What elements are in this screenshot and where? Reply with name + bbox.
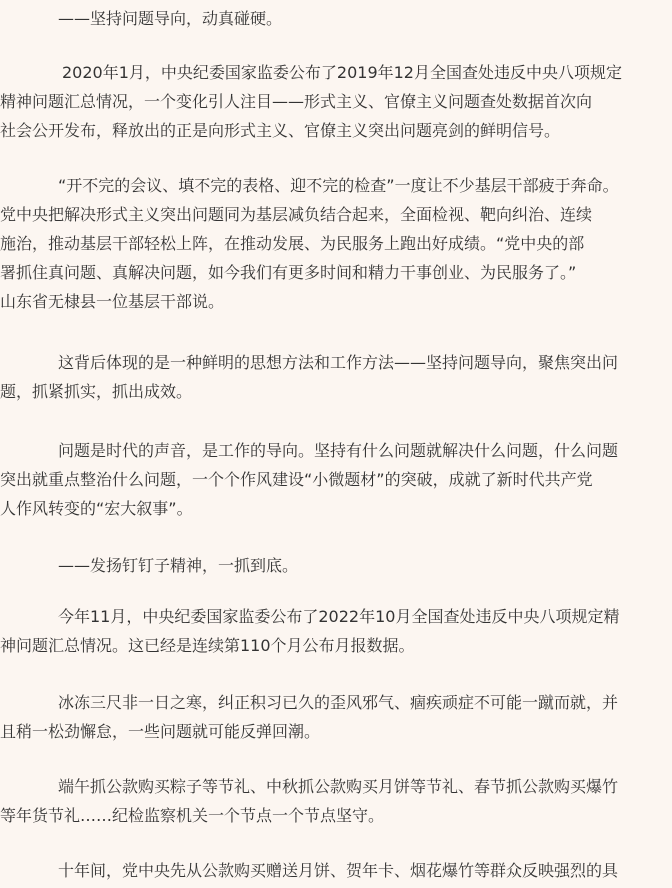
- text-line: 等年货节礼……纪检监察机关一个节点一个节点坚守。: [0, 806, 385, 825]
- paragraph-ten-years: [0, 856, 672, 885]
- text-line: 题，抓紧抓实，抓出成效。: [0, 382, 193, 401]
- paragraph-grassroots-burden: [0, 171, 672, 316]
- text-line: 人作风转变的“宏大叙事”。: [0, 499, 193, 518]
- text-line: 冰冻三尺非一日之寒，纠正积习已久的歪风邪气、痼疾顽症不可能一蹴而就，并: [58, 693, 619, 712]
- text-line: 今年11月，中央纪委国家监委公布了2022年10月全国查处违反中央八项规定精: [58, 607, 620, 626]
- paragraph-2020-disclosure: [0, 58, 672, 145]
- text-line: 突出就重点整治什么问题，一个个作风建设“小微题材”的突破，成就了新时代共产党: [0, 470, 593, 489]
- text-line: 山东省无棣县一位基层干部说。: [0, 292, 225, 311]
- text-line: “开不完的会议、填不完的表格、迎不完的检查”一度让不少基层干部疲于奔命。: [58, 176, 619, 195]
- text-line: 署抓住真问题、真解决问题，如今我们有更多时间和精力干事创业、为民服务了。”: [0, 263, 577, 282]
- text-line: 精神问题汇总情况，一个变化引人注目——形式主义、官僚主义问题查处数据首次向: [0, 92, 593, 111]
- paragraph-monthly-report: [0, 602, 672, 660]
- text-line: 这背后体现的是一种鲜明的思想方法和工作方法——坚持问题导向，聚焦突出问: [58, 353, 619, 372]
- text-line: 十年间，党中央先从公款购买赠送月饼、贺年卡、烟花爆竹等群众反映强烈的具: [58, 861, 619, 880]
- paragraph-method: [0, 348, 672, 406]
- text-line: 神问题汇总情况。这已经是连续第110个月公布月报数据。: [0, 636, 415, 655]
- text-line: 端午抓公款购买粽子等节礼、中秋抓公款购买月饼等节礼、春节抓公款购买爆竹: [58, 777, 619, 796]
- text-line: 且稍一松劲懈怠，一些问题就可能反弹回潮。: [0, 722, 321, 741]
- text-line: 施治，推动基层干部轻松上阵，在推动发展、为民服务上跑出好成绩。“党中央的部: [0, 234, 585, 253]
- text-line: ——坚持问题导向，动真碰硬。: [58, 9, 283, 28]
- paragraph-voice-of-era: [0, 436, 672, 523]
- text-line: 党中央把解决形式主义突出问题同为基层减负结合起来，全面检视、靶向纠治、连续: [0, 205, 593, 224]
- paragraph-persistence: [0, 688, 672, 746]
- section-heading-problem-oriented: [0, 4, 672, 33]
- text-line: 2020年1月，中央纪委国家监委公布了2019年12月全国查处违反中央八项规定: [62, 63, 622, 82]
- paragraph-festival-oversight: [0, 772, 672, 830]
- text-line: 社会公开发布，释放出的正是向形式主义、官僚主义突出问题亮剑的鲜明信号。: [0, 121, 561, 140]
- section-heading-nail-spirit: [0, 551, 672, 580]
- text-line: ——发扬钉钉子精神，一抓到底。: [58, 556, 299, 575]
- text-line: 问题是时代的声音，是工作的导向。坚持有什么问题就解决什么问题，什么问题: [58, 441, 619, 460]
